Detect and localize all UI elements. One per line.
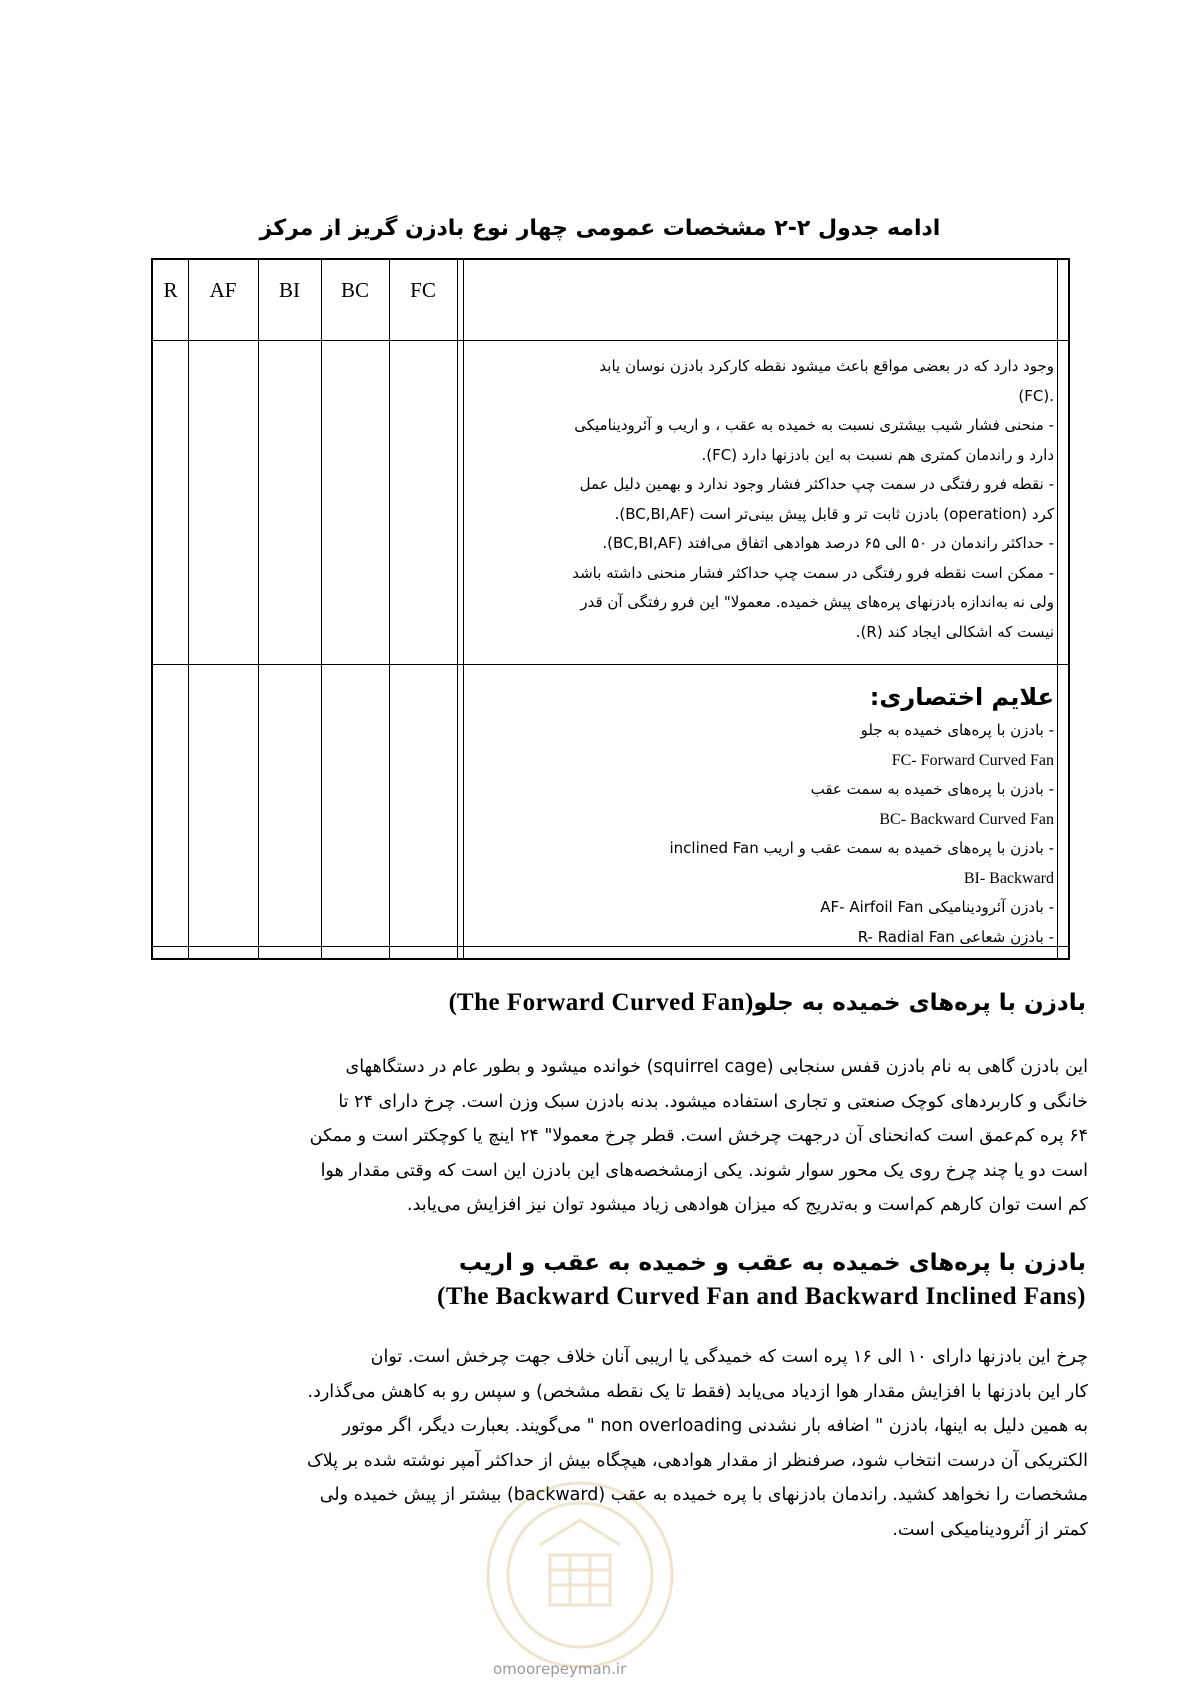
row-characteristics	[474, 352, 1054, 647]
abbr-line: - بادزن با پره‌های خمیده به سمت عقب و اریب inclined Fan	[669, 839, 1054, 857]
paragraph-line: مشخصات را نخواهد کشید. راندمان بادزنهای با پره خمیده به عقب (backward) بیشتر از پیش خمیده ولی	[319, 1485, 1088, 1505]
section-forward-curved-heading	[449, 986, 1086, 1020]
abbr-line: FC- Forward Curved Fan	[891, 751, 1054, 769]
table-grid-line	[389, 260, 390, 958]
paragraph-line: چرخ این بادزنها دارای ۱۰ الی ۱۶ پره است که خمیدگی یا اریبی آنان خلاف جهت چرخش است. توان	[370, 1347, 1088, 1367]
watermark-logo-icon	[480, 1475, 680, 1675]
abbr-line: BC- Backward Curved Fan	[879, 810, 1054, 828]
table-line: نیست که اشکالی ایجاد کند (R).	[855, 622, 1054, 641]
paragraph-line: خانگی و کاربردهای کوچک صنعتی و تجاری استفاده میشود. بدنه بادزن سبک وزن است. چرخ دارای ۲۴ تا	[338, 1091, 1088, 1112]
table-grid-line	[258, 260, 259, 958]
table-header-rule	[153, 340, 1068, 341]
abbr-line: BI- Backward	[963, 869, 1054, 887]
table-grid-line	[188, 260, 189, 958]
table-line: - حداکثر راندمان در ۵۰ الی ۶۵ درصد هوادهی اتفاق می‌افتد (BC,BI,AF).	[602, 534, 1054, 552]
table-line: - ممکن است نقطه فرو رفتگی در سمت چپ حداکثر فشار منحنی داشته باشد	[572, 563, 1054, 582]
table-grid-line	[463, 260, 464, 958]
watermark-url: omoorepeyman.ir	[493, 1660, 627, 1678]
section-backward-curved-heading	[437, 1246, 1086, 1314]
header-fc: FC	[410, 278, 436, 302]
table-grid-line	[1057, 260, 1058, 958]
paragraph-line: کار این بادزنها با افزایش مقدار هوا ازدیاد می‌یابد (فقط تا یک نقطه مشخص) و سپس رو به کاهش می‌گذارد.	[307, 1381, 1088, 1402]
table-line: - منحنی فشار شیب بیشتری نسبت به خمیده به عقب ، و اریب و آئرودینامیکی	[574, 416, 1054, 434]
paragraph-line: است دو یا چند چرخ روی یک محور سوار شوند. یکی ازمشخصه‌های این بادزن این است که وقتی مقدار هوا	[320, 1160, 1088, 1181]
table-line: .(FC)	[1018, 386, 1054, 405]
header-af: AF	[209, 278, 237, 302]
paragraph-line: ۶۴ پره کم‌عمق است که‌انحنای آن درجهت چرخش است. قطر چرخ معمولا" ۲۴ اینچ یا کوچکتر است و ممکن	[309, 1126, 1088, 1146]
abbr-line: - بادزن آئرودینامیکی AF- Airfoil Fan	[820, 898, 1054, 916]
abbr-line: - بادزن با پره‌های خمیده به جلو	[860, 721, 1054, 739]
heading-en: (The Forward Curved Fan)	[448, 989, 754, 1016]
abbr-line: - بادزن با پره‌های خمیده به سمت عقب	[810, 780, 1054, 798]
abbr-line: - بادزن شعاعی R- Radial Fan	[857, 927, 1054, 946]
header-bi: BI	[279, 278, 300, 302]
heading-en: (The Backward Curved Fan and Backward Inclined Fans)	[436, 1283, 1086, 1310]
table-line: وجود دارد که در بعضی مواقع باعث میشود نقطه کارکرد بادزن نوسان یابد	[599, 357, 1054, 375]
abbreviations-block	[474, 678, 1054, 952]
paragraph-line: کم است توان کارهم کم‌است و به‌تدریج که میزان هوادهی زیاد میشود توان نیز افزایش می‌یابد.	[407, 1195, 1088, 1215]
table-line: - نقطه فرو رفتگی در سمت چپ حداکثر فشار وجود ندارد و بهمین دلیل عمل	[579, 475, 1054, 493]
table-caption: ادامه جدول ۲-۲ مشخصات عمومی چهار نوع بادزن گریز از مرکز	[259, 216, 941, 241]
paragraph-line: به همین دلیل به اینها، بادزن " اضافه بار نشدنی non overloading " می‌گویند. بعبارت دیگر، اگر موتور	[342, 1416, 1088, 1436]
heading-fa: بادزن با پره‌های خمیده به جلو	[753, 990, 1086, 1016]
paragraph-line: الکتریکی آن درست انتخاب شود، صرفنظر از مقدار هوادهی، هیچگاه بیش از حداکثر آمپر نوشته شده بر پلاک	[307, 1450, 1088, 1471]
table-line: ولی نه به‌اندازه بادزنهای پره‌های پیش خمیده. معمولا" این فرو رفتگی آن قدر	[580, 593, 1054, 611]
paragraph-forward-curved	[138, 1050, 1088, 1223]
abbreviations-title: علایم اختصاری:	[869, 683, 1054, 711]
table-row-rule	[153, 664, 1068, 665]
heading-fa: بادزن با پره‌های خمیده به عقب و خمیده به عقب و اریب	[458, 1250, 1086, 1276]
table-grid-line	[321, 260, 322, 958]
table-line: دارد و راندمان کمتری هم نسبت به این بادزنها دارد (FC).	[701, 445, 1054, 464]
paragraph-line: این بادزن گاهی به نام بادزن قفس سنجابی (squirrel cage) خوانده میشود و بطور عام در دستگاههای	[345, 1057, 1088, 1077]
spec-table	[151, 258, 1070, 960]
table-line: کرد (operation) بادزن ثابت تر و قابل پیش بینی‌تر است (BC,BI,AF).	[614, 504, 1054, 523]
header-r: R	[163, 278, 178, 302]
paragraph-line: کمتر از آئرودینامیکی است.	[892, 1519, 1088, 1540]
table-grid-line	[457, 260, 458, 958]
header-bc: BC	[340, 278, 369, 302]
